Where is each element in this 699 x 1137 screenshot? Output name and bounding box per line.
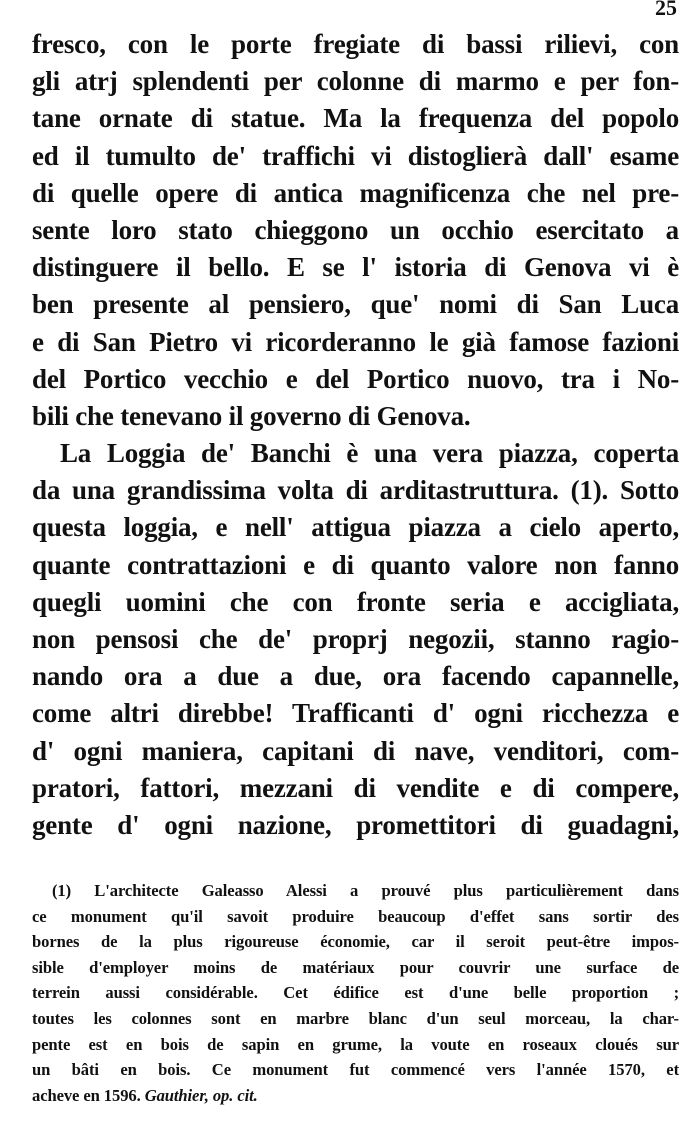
text-line: non pensosi che de' proprj negozii, stanno ragio- bbox=[32, 624, 679, 654]
text-line: ed il tumulto de' traffichi vi distoglierà dall' esame bbox=[32, 140, 679, 171]
text-line: quante contrattazioni e di quanto valore non fanno bbox=[32, 549, 679, 580]
footnote-line: terrein aussi considérable. Cet édifice est d'une belle proportion ; bbox=[32, 983, 679, 1003]
text-line: fresco, con le porte fregiate di bassi rilievi, con bbox=[32, 29, 679, 59]
text-line: d' ogni maniera, capitani di nave, venditori, com- bbox=[32, 735, 679, 766]
text-line-paragraph-start: La Loggia de' Banchi è una vera piazza, coperta bbox=[60, 438, 679, 469]
text-line: distinguere il bello. E se l' istoria di Genova vi è bbox=[32, 252, 679, 283]
footnote-line: pente est en bois de sapin en grume, la voute en roseaux cloués sur bbox=[32, 1034, 679, 1054]
footnote-line: ce monument qu'il savoit produire beaucoup d'effet sans sortir des bbox=[32, 906, 679, 926]
footnote bbox=[32, 878, 679, 1108]
footnote-last-text: acheve en 1596. bbox=[32, 1085, 145, 1105]
footnote-line: un bâti en bois. Ce monument fut commencé vers l'année 1570, et bbox=[32, 1060, 679, 1080]
text-line: gente d' ogni nazione, promettitori di guadagni, bbox=[32, 809, 679, 840]
text-line: ben presente al pensiero, que' nomi di San Luca bbox=[32, 289, 679, 320]
footnote-line: toutes les colonnes sont en marbre blanc d'un seul morceau, la char- bbox=[32, 1008, 679, 1028]
text-line-paragraph-end: bili che tenevano il governo di Genova. bbox=[32, 400, 471, 431]
text-line: quegli uomini che con fronte seria e accigliata, bbox=[32, 586, 679, 617]
text-line: nando ora a due a due, ora facendo capannelle, bbox=[32, 661, 679, 692]
text-line: di quelle opere di antica magnificenza che nel pre- bbox=[32, 177, 679, 208]
footnote-citation: Gauthier, op. cit. bbox=[144, 1085, 258, 1105]
text-line: da una grandissima volta di arditastruttura. (1). Sotto bbox=[32, 475, 679, 506]
page-number: 25 bbox=[655, 0, 677, 20]
main-text bbox=[32, 26, 679, 844]
text-line: del Portico vecchio e del Portico nuovo, tra i No- bbox=[32, 363, 679, 394]
text-line: e di San Pietro vi ricorderanno le già famose fazioni bbox=[32, 326, 679, 357]
text-line: come altri direbbe! Trafficanti d' ogni ricchezza e bbox=[32, 698, 679, 729]
text-line: questa loggia, e nell' attigua piazza a cielo aperto, bbox=[32, 512, 679, 543]
footnote-line-last bbox=[32, 1083, 679, 1109]
footnote-line: sible d'employer moins de matériaux pour couvrir une surface de bbox=[32, 957, 679, 977]
text-line: pratori, fattori, mezzani di vendite e di compere, bbox=[32, 772, 679, 803]
text-line: tane ornate di statue. Ma la frequenza del popolo bbox=[32, 103, 679, 134]
footnote-line: bornes de la plus rigoureuse économie, car il seroit peut-être impos- bbox=[32, 932, 679, 952]
text-line: gli atrj splendenti per colonne di marmo e per fon- bbox=[32, 66, 679, 97]
text-line: sente loro stato chieggono un occhio esercitato a bbox=[32, 214, 679, 245]
footnote-line: (1) L'architecte Galeasso Alessi a prouvé plus particulièrement dans bbox=[52, 881, 679, 900]
